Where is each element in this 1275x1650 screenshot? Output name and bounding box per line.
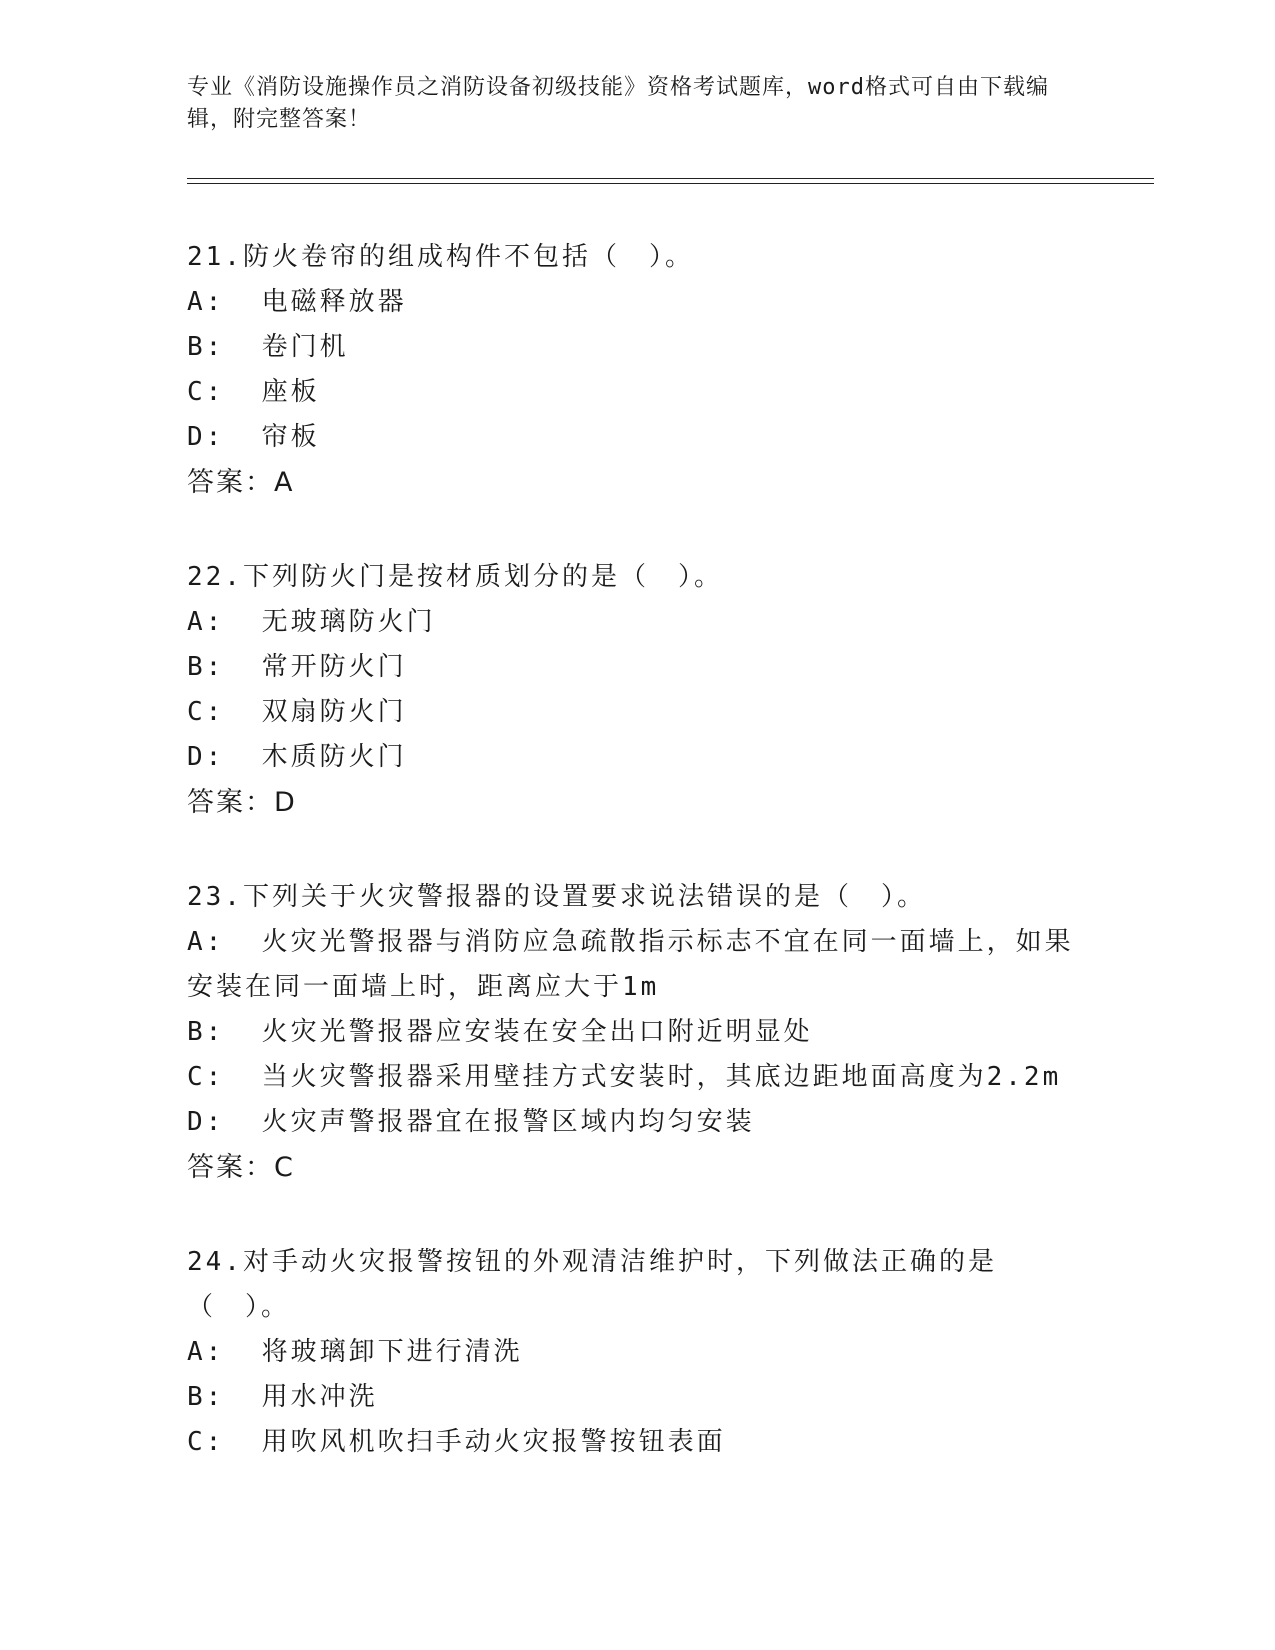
answer-line: 答案：C bbox=[187, 1152, 295, 1183]
question-stem: 22.下列防火门是按材质划分的是（ ）。 bbox=[187, 562, 723, 592]
question-22 bbox=[187, 555, 1087, 825]
option-a: A: 无玻璃防火门 bbox=[187, 607, 436, 637]
option-a: A: 电磁释放器 bbox=[187, 287, 407, 317]
option-b: B: 卷门机 bbox=[187, 332, 349, 362]
question-stem: 21.防火卷帘的组成构件不包括（ ）。 bbox=[187, 242, 694, 272]
option-c: C: 用吹风机吹扫手动火灾报警按钮表面 bbox=[187, 1427, 726, 1457]
option-b: B: 火灾光警报器应安装在安全出口附近明显处 bbox=[187, 1017, 813, 1047]
answer-line: 答案：A bbox=[187, 467, 295, 498]
option-d: D: 火灾声警报器宜在报警区域内均匀安装 bbox=[187, 1107, 755, 1137]
question-stem: 24.对手动火灾报警按钮的外观清洁维护时，下列做法正确的是（ ）。 bbox=[187, 1247, 997, 1322]
option-b: B: 常开防火门 bbox=[187, 652, 407, 682]
option-c: C: 座板 bbox=[187, 377, 320, 407]
option-d: D: 木质防火门 bbox=[187, 742, 407, 772]
option-d: D: 帘板 bbox=[187, 422, 320, 452]
option-a: A: 火灾光警报器与消防应急疏散指示标志不宜在同一面墙上，如果安装在同一面墙上时，距离应大于1m bbox=[187, 927, 1074, 1002]
option-c: C: 当火灾警报器采用壁挂方式安装时，其底边距地面高度为2.2m bbox=[187, 1062, 1062, 1092]
header-divider-bottom bbox=[187, 183, 1154, 184]
question-21 bbox=[187, 235, 1087, 505]
question-24 bbox=[187, 1240, 1087, 1465]
answer-line: 答案：D bbox=[187, 787, 297, 818]
option-a: A: 将玻璃卸下进行清洗 bbox=[187, 1337, 523, 1367]
option-c: C: 双扇防火门 bbox=[187, 697, 407, 727]
option-b: B: 用水冲洗 bbox=[187, 1382, 378, 1412]
header-divider-top bbox=[187, 178, 1154, 179]
document-header: 专业《消防设施操作员之消防设备初级技能》资格考试题库，word格式可自由下载编辑，附完整答案！ bbox=[187, 75, 1049, 132]
question-23 bbox=[187, 875, 1087, 1190]
question-stem: 23.下列关于火灾警报器的设置要求说法错误的是（ ）。 bbox=[187, 882, 926, 912]
